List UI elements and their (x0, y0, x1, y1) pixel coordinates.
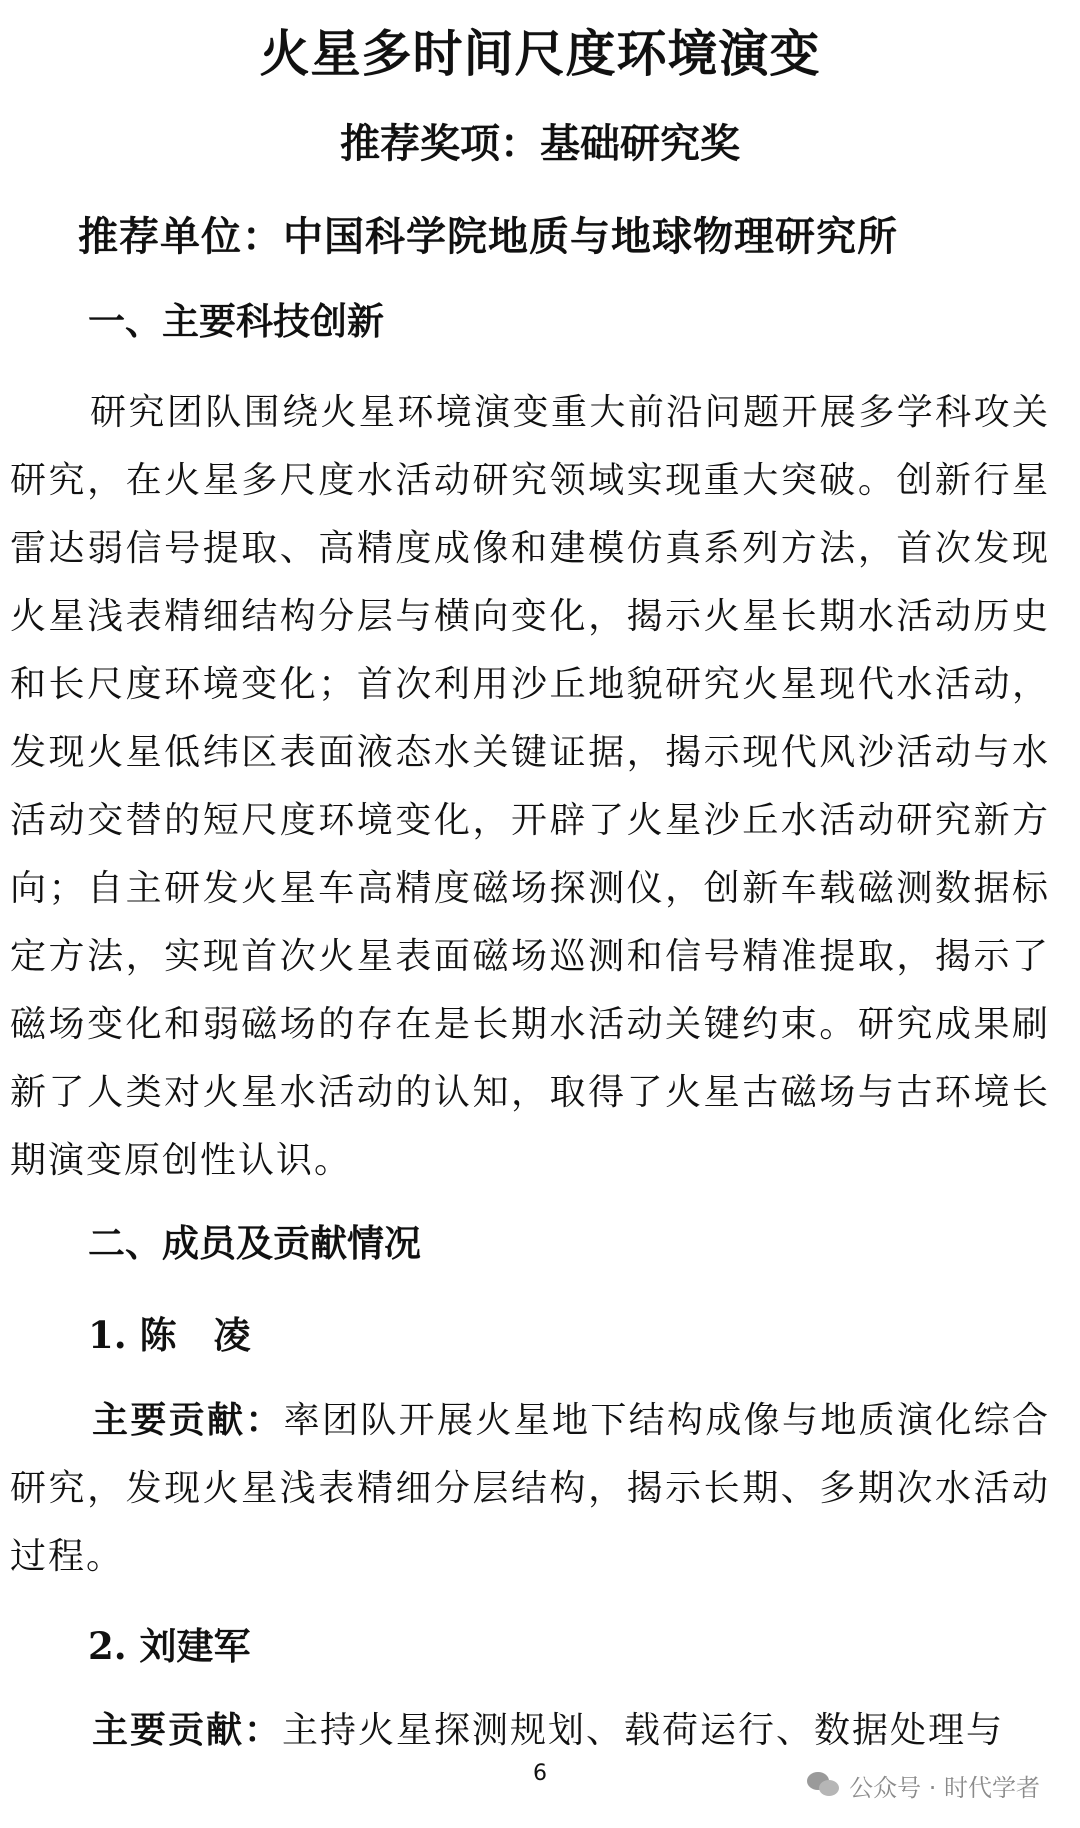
member-contribution-2 (10, 1696, 1050, 1765)
innovation-paragraph: 研究团队围绕火星环境演变重大前沿问题开展多学科攻关研究，在火星多尺度水活动研究领域实现重大突破。创新行星雷达弱信号提取、高精度成像和建模仿真系列方法，首次发现火星浅表精细结构分层与横向变化，揭示火星长期水活动历史和长尺度环境变化；首次利用沙丘地貌研究火星现代水活动，发现火星低纬区表面液态水关键证据，揭示现代风沙活动与水活动交替的短尺度环境变化，开辟了火星沙丘水活动研究新方向；自主研发火星车高精度磁场探测仪，创新车载磁测数据标定方法，实现首次火星表面磁场巡测和信号精准提取，揭示了磁场变化和弱磁场的存在是长期水活动关键约束。研究成果刷新了人类对火星水活动的认知，取得了火星古磁场与古环境长期演变原创性认识。 (10, 392, 1050, 1181)
wechat-icon (807, 1772, 841, 1800)
member-contribution-1 (10, 1386, 1050, 1591)
watermark-text: 公众号 · 时代学者 (849, 1774, 1040, 1802)
section-heading-members: 二、成员及贡献情况 (88, 1222, 421, 1265)
wechat-watermark (807, 1768, 1040, 1803)
contribution-label: 主要贡献： (92, 1709, 283, 1751)
contribution-label: 主要贡献： (92, 1399, 284, 1441)
contribution-text: 主持火星探测规划、载荷运行、数据处理与 (282, 1710, 1005, 1751)
contribution-text: 率团队开展火星地下结构成像与地质演化综合研究，发现火星浅表精细分层结构，揭示长期、多期次水活动过程。 (10, 1400, 1050, 1577)
member-name-2: 2. 刘建军 (88, 1624, 251, 1668)
member-name-1: 1. 陈 凌 (88, 1313, 251, 1357)
award-line: 推荐奖项：基础研究奖 (340, 120, 740, 167)
section-heading-innovation: 一、主要科技创新 (88, 300, 384, 343)
page-number: 6 (533, 1761, 547, 1786)
document-title: 火星多时间尺度环境演变 (259, 25, 821, 83)
recommending-unit-line: 推荐单位：中国科学院地质与地球物理研究所 (78, 213, 898, 260)
